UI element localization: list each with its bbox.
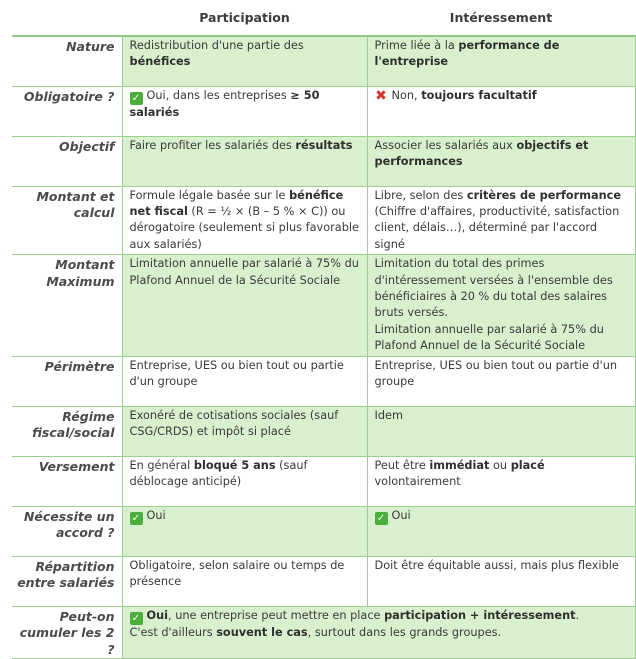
participation-cell: Entreprise, UES ou bien tout ou partie d'un groupe	[122, 356, 367, 406]
interessement-cell: Limitation du total des primes d'intéressement versées à l'ensemble des bénéficiaires à 20 % du total des salaires bruts versés. Limitation annuelle par salarié à 75% du Plafond Annuel de la Sécurité Sociale	[367, 255, 635, 356]
row-nature	[12, 36, 635, 86]
check-mark-icon: ✓	[130, 92, 143, 105]
row-obligatoire	[12, 86, 635, 136]
row-label: Périmètre	[12, 356, 122, 406]
interessement-cell: Doit être équitable aussi, mais plus flexible	[367, 556, 635, 606]
row-label: Nature	[12, 36, 122, 86]
interessement-cell: Idem	[367, 406, 635, 456]
participation-cell: Faire profiter les salariés des résultats	[122, 136, 367, 186]
row-perimetre	[12, 356, 635, 406]
participation-cell: Redistribution d'une partie des bénéfices	[122, 36, 367, 86]
header-interessement: Intéressement	[367, 0, 635, 36]
participation-cell: Formule légale basée sur le bénéfice net fiscal (R = ½ × (B – 5 % × C)) ou dérogatoire (seulement si plus favorable aux salariés)	[122, 186, 367, 255]
interessement-cell: Prime liée à la performance de l'entreprise	[367, 36, 635, 86]
participation-cell: Obligatoire, selon salaire ou temps de présence	[122, 556, 367, 606]
participation-cell: En général bloqué 5 ans (sauf déblocage anticipé)	[122, 456, 367, 506]
check-mark-icon: ✓	[375, 512, 388, 525]
row-label: Montant et calcul	[12, 186, 122, 255]
check-mark-icon: ✓	[130, 612, 143, 625]
comparison-table	[12, 0, 636, 659]
interessement-cell: Peut être immédiat ou placé volontairement	[367, 456, 635, 506]
interessement-cell: ✓ Oui	[367, 506, 635, 556]
participation-cell: Exonéré de cotisations sociales (sauf CSG/CRDS) et impôt si placé	[122, 406, 367, 456]
row-montant-calcul	[12, 186, 635, 255]
header-row	[12, 0, 635, 36]
row-regime	[12, 406, 635, 456]
row-versement	[12, 456, 635, 506]
row-label: Répartition entre salariés	[12, 556, 122, 606]
participation-cell: ✓ Oui	[122, 506, 367, 556]
row-montant-maximum	[12, 255, 635, 356]
interessement-cell: Entreprise, UES ou bien tout ou partie d'un groupe	[367, 356, 635, 406]
row-label: Nécessite un accord ?	[12, 506, 122, 556]
interessement-cell: ✖ Non, toujours facultatif	[367, 86, 635, 136]
row-cumul	[12, 606, 635, 659]
cross-mark-icon: ✖	[375, 87, 387, 104]
participation-cell: Limitation annuelle par salarié à 75% du Plafond Annuel de la Sécurité Sociale	[122, 255, 367, 356]
row-label: Peut-on cumuler les 2 ?	[12, 606, 122, 659]
row-label: Régime fiscal/social	[12, 406, 122, 456]
interessement-cell: Libre, selon des critères de performance (Chiffre d'affaires, productivité, satisfaction client, délais…), déterminé par l'accord signé	[367, 186, 635, 255]
row-label: Objectif	[12, 136, 122, 186]
check-mark-icon: ✓	[130, 512, 143, 525]
header-participation: Participation	[122, 0, 367, 36]
row-label: Obligatoire ?	[12, 86, 122, 136]
row-repartition	[12, 556, 635, 606]
row-objectif	[12, 136, 635, 186]
interessement-cell: Associer les salariés aux objectifs et performances	[367, 136, 635, 186]
row-accord	[12, 506, 635, 556]
row-label: Montant Maximum	[12, 255, 122, 356]
participation-cell: ✓ Oui, dans les entreprises ≥ 50 salariés	[122, 86, 367, 136]
header-blank	[12, 0, 122, 36]
row-label: Versement	[12, 456, 122, 506]
merged-cell: ✓ Oui, une entreprise peut mettre en place participation + intéressement. C'est d'ailleurs souvent le cas, surtout dans les grands groupes.	[122, 606, 635, 659]
